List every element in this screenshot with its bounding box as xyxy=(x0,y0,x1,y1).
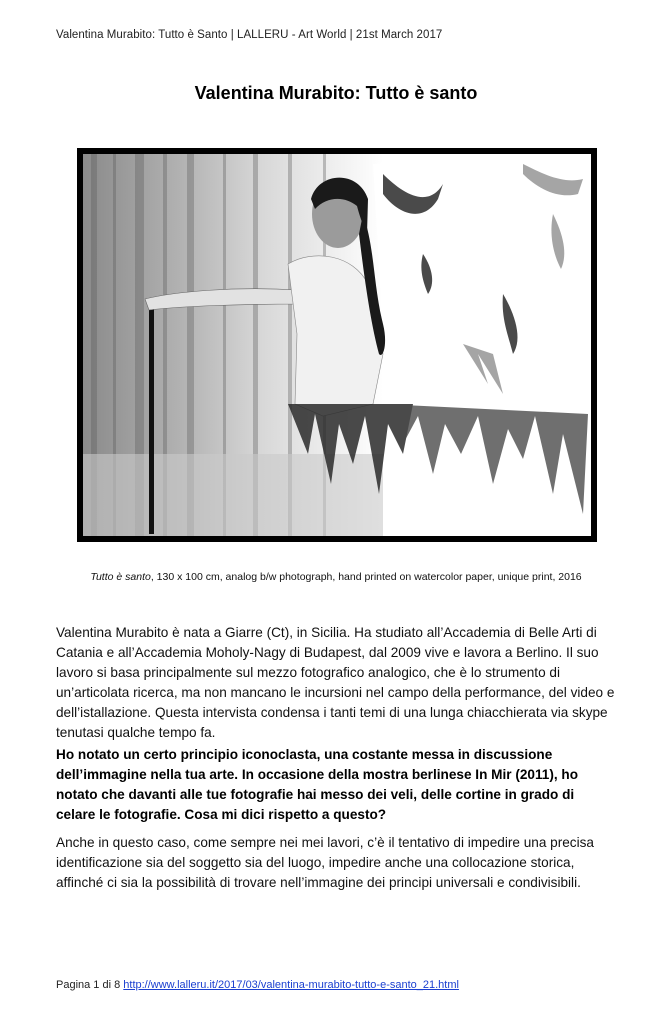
artwork-photo-image xyxy=(83,154,591,536)
caption-work-title: Tutto è santo xyxy=(90,571,151,583)
running-header: Valentina Murabito: Tutto è Santo | LALLERU - Art World | 21st March 2017 xyxy=(56,29,443,41)
artwork-caption xyxy=(0,571,672,583)
artwork-photo xyxy=(77,148,597,542)
artwork-photo-svg xyxy=(83,154,591,536)
source-url-link[interactable]: http://www.lalleru.it/2017/03/valentina-murabito-tutto-e-santo_21.html xyxy=(123,979,459,991)
interview-question-1: Ho notato un certo principio iconoclasta, una costante messa in discussione dell’immagine nella tua arte. In occasione della mostra berlinese In Mir (2011), ho notato che davanti alle tue fotografie hai messo dei veli, delle cortine in grado di celare le fotografie. Cosa mi dici rispetto a questo? xyxy=(56,747,579,822)
intro-paragraph: Valentina Murabito è nata a Giarre (Ct), in Sicilia. Ha studiato all’Accademia di Belle Arti di Catania e all’Accademia Moholy-Nagy di Budapest, dal 2009 vive e lavora a Berlino. Il suo lavoro si basa principalmente sul mezzo fotografico analogico, che è lo strumento di un’articolata ricerca, ma non mancano le incursioni nel campo della performance, del video e dell’istallazione. Questa intervista condensa i tanti temi di una lunga chiacchierata via skype tenutasi qualche tempo fa. xyxy=(56,625,615,740)
page-footer xyxy=(56,979,459,991)
page-number-label: Pagina 1 di 8 xyxy=(56,979,121,991)
caption-details: , 130 x 100 cm, analog b/w photograph, hand printed on watercolor paper, unique print, 2016 xyxy=(150,571,582,583)
page-title: Valentina Murabito: Tutto è santo xyxy=(194,83,478,103)
interview-answer-1: Anche in questo caso, come sempre nei mei lavori, c’è il tentativo di impedire una precisa identificazione sia del soggetto sia del luogo, impedire anche una collocazione storica, affinché ci sia la possibilità di trovare nell’immagine dei principi universali e condivisibili. xyxy=(56,835,594,890)
